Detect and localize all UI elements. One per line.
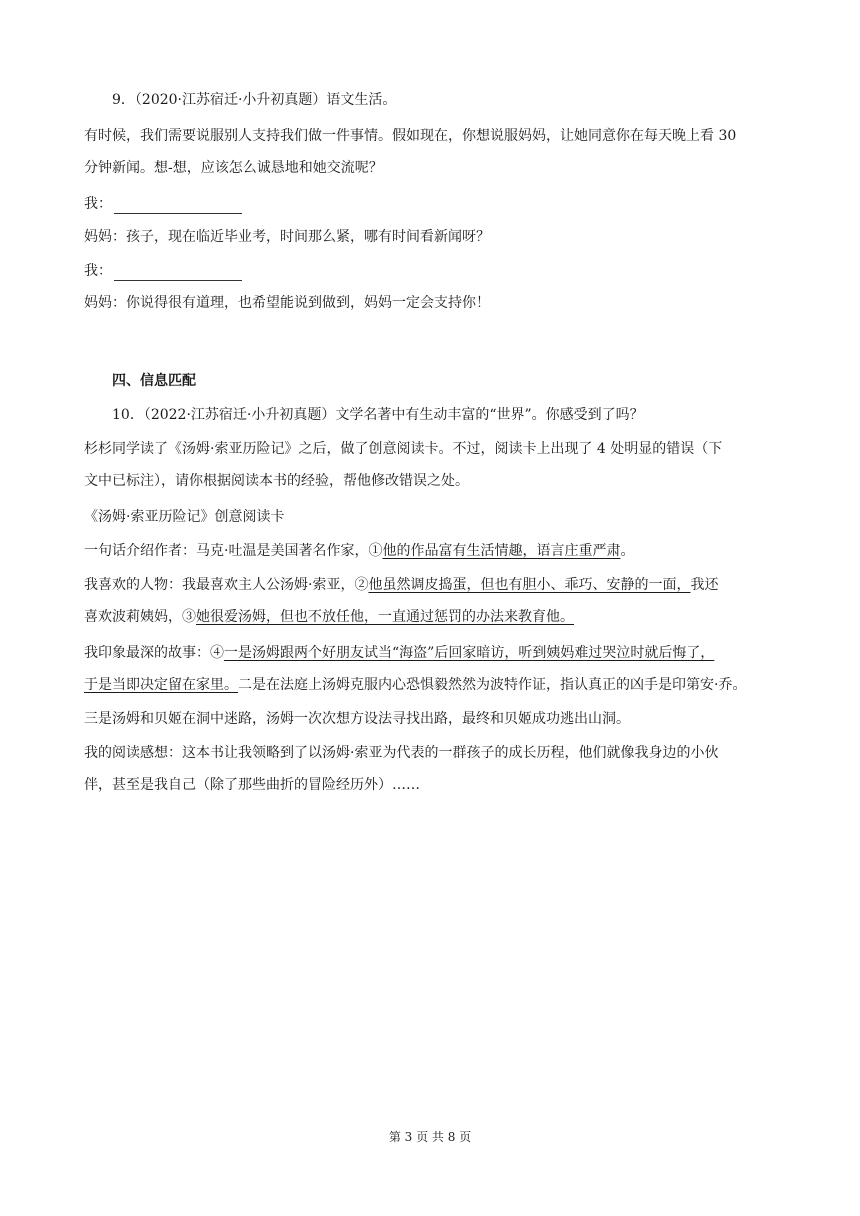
question-10-prompt-line-2: 文中已标注），请你根据阅读本书的经验，帮他修改错误之处。	[84, 473, 469, 489]
dialogue-me-1-label: 我：	[84, 196, 112, 212]
memorable-story-2-text: 二是在法庭上汤姆克服内心恐惧毅然然为波特作证，指认真正的凶手是印第安·乔。	[238, 677, 747, 693]
author-intro-end: 。	[620, 543, 635, 559]
error-4-underlined: 一是汤姆跟两个好朋友试当“海盗”后回家暗访，听到姨妈难过哭泣时就后悔了，	[224, 645, 715, 661]
reading-feeling-line-2: 伴，甚至是我自己（除了那些曲折的冒险经历外）……	[84, 777, 420, 793]
favorite-character-text-end: 我还	[690, 577, 719, 593]
dialogue-me-2	[84, 261, 784, 281]
author-intro	[84, 541, 784, 561]
favorite-character-line-1	[84, 575, 784, 595]
dialogue-me-1	[84, 194, 784, 214]
error-4-underlined-continued: 于是当即决定留在家里。	[84, 677, 238, 693]
error-3-underlined: 她很爱汤姆，但也不放任他，一直通过惩罚的办法来教育他。	[196, 609, 574, 625]
error-2-underlined: 他虽然调皮捣蛋，但也有胆小、乖巧、安静的一面，	[368, 577, 691, 593]
question-9-prompt-line-1: 有时候，我们需要说服别人支持我们做一件事情。假如现在，你想说服妈妈，让她同意你在每天晚上看 30	[84, 128, 737, 144]
memorable-story-text: 我印象最深的故事：④	[84, 645, 224, 661]
question-10-prompt-line-1: 杉杉同学读了《汤姆·索亚历险记》之后，做了创意阅读卡。不过，阅读卡上出现了 4 处明显的错误（下	[84, 441, 723, 457]
page-number-footer: 第 3 页 共 8 页	[388, 1130, 472, 1144]
favorite-character-line-2	[84, 607, 784, 627]
question-10-title: 10．（2022·江苏宿迁·小升初真题）文学名著中有生动丰富的“世界”。你感受到了吗？	[112, 407, 644, 423]
question-9-title: 9．（2020·江苏宿迁·小升初真题）语文生活。	[112, 92, 397, 108]
question-9-prompt-line-2: 分钟新闻。想-想，应该怎么诚恳地和她交流呢？	[84, 160, 383, 176]
dialogue-mom-1: 妈妈：孩子，现在临近毕业考，时间那么紧，哪有时间看新闻呀？	[84, 229, 490, 245]
author-intro-text: 一句话介绍作者：马克·吐温是美国著名作家，①	[84, 543, 383, 559]
memorable-story-line-3: 三是汤姆和贝姬在洞中迷路，汤姆一次次想方设法寻找出路，最终和贝姬成功逃出山洞。	[84, 711, 630, 727]
dialogue-mom-2: 妈妈：你说得很有道理，也希望能说到做到，妈妈一定会支持你！	[84, 295, 490, 311]
favorite-character-2-text: 喜欢波莉姨妈，③	[84, 609, 196, 625]
reading-card-title: 《汤姆·索亚历险记》创意阅读卡	[84, 509, 285, 525]
section-heading: 四、信息匹配	[112, 373, 196, 389]
favorite-character-text: 我喜欢的人物：我最喜欢主人公汤姆·索亚，②	[84, 577, 369, 593]
memorable-story-line-2	[84, 675, 784, 695]
answer-blank-1[interactable]	[114, 199, 242, 214]
dialogue-me-2-label: 我：	[84, 263, 112, 279]
answer-blank-2[interactable]	[114, 266, 242, 281]
memorable-story-line-1	[84, 643, 784, 663]
reading-feeling-line-1: 我的阅读感想：这本书让我领略到了以汤姆·索亚为代表的一群孩子的成长历程，他们就像我身边的小伙	[84, 745, 719, 761]
error-1-underlined: 他的作品富有生活情趣，语言庄重严肃	[382, 543, 621, 559]
